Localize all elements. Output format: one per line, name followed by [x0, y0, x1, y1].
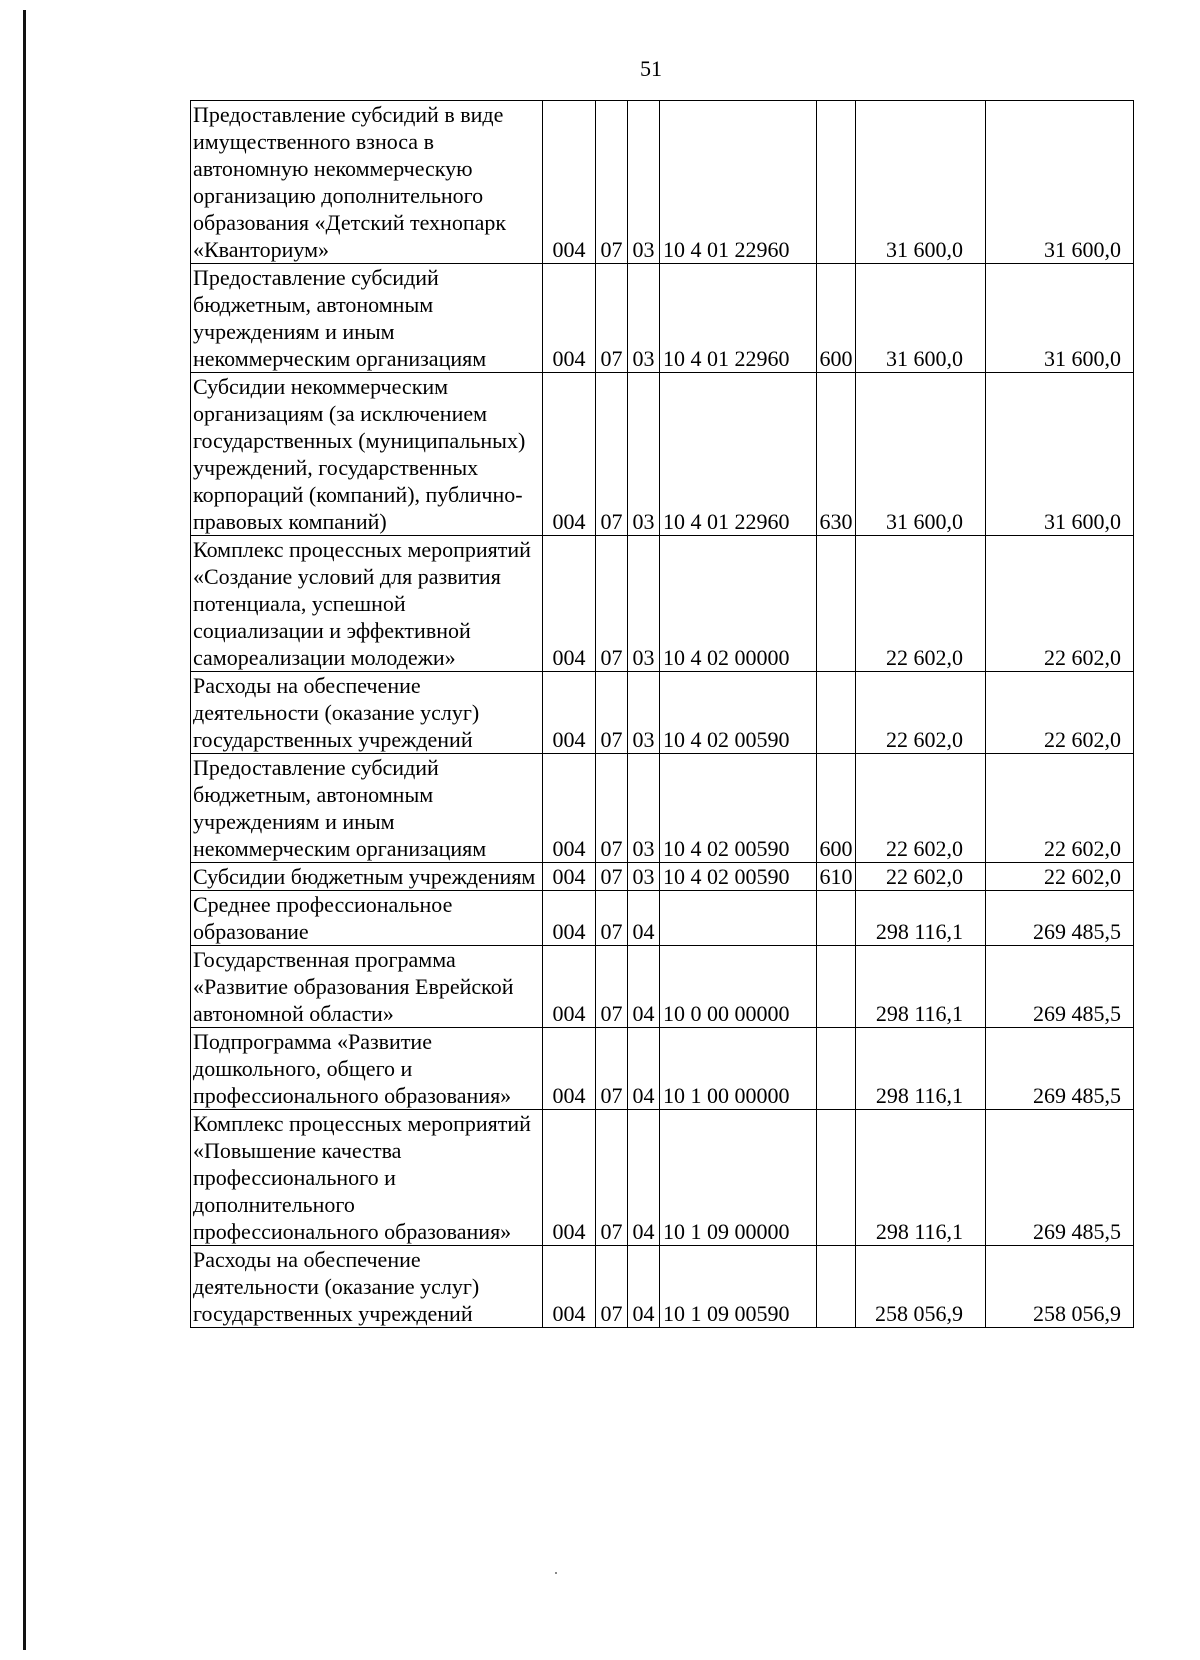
subsection-code-cell: 04 [628, 891, 660, 946]
expense-type-cell [817, 891, 856, 946]
expense-type-cell: 630 [817, 373, 856, 536]
section-code-cell: 07 [596, 1246, 628, 1328]
budget-table-body [191, 101, 1134, 1328]
row-name-cell: Предоставление субсидий в виде имущественного взноса в автономную некоммерческую организацию дополнительного образования «Детский технопарк «Кванториум» [191, 101, 543, 264]
admin-code-cell: 004 [543, 101, 596, 264]
section-code-cell: 07 [596, 1028, 628, 1110]
expense-type-cell: 600 [817, 754, 856, 863]
table-row [191, 1110, 1134, 1246]
expense-type-cell [817, 536, 856, 672]
table-row [191, 891, 1134, 946]
row-name-cell: Государственная программа «Развитие образования Еврейской автономной области» [191, 946, 543, 1028]
binding-margin-line [23, 10, 26, 1650]
subsection-code-cell: 03 [628, 536, 660, 672]
amount-year2-cell: 269 485,5 [986, 946, 1134, 1028]
row-name-cell: Комплекс процессных мероприятий «Повышение качества профессионального и дополнительного профессионального образования» [191, 1110, 543, 1246]
row-name-cell: Расходы на обеспечение деятельности (оказание услуг) государственных учреждений [191, 1246, 543, 1328]
table-row [191, 373, 1134, 536]
target-article-cell: 10 1 00 00000 [660, 1028, 817, 1110]
target-article-cell: 10 4 02 00590 [660, 863, 817, 891]
subsection-code-cell: 03 [628, 101, 660, 264]
admin-code-cell: 004 [543, 536, 596, 672]
admin-code-cell: 004 [543, 672, 596, 754]
row-name-cell: Среднее профессиональное образование [191, 891, 543, 946]
amount-year1-cell: 22 602,0 [856, 536, 986, 672]
row-name-cell: Предоставление субсидий бюджетным, автономным учреждениям и иным некоммерческим организациям [191, 754, 543, 863]
admin-code-cell: 004 [543, 1246, 596, 1328]
row-name-cell: Субсидии некоммерческим организациям (за исключением государственных (муниципальных) учреждений, государственных корпораций (компаний), публично-правовых компаний) [191, 373, 543, 536]
subsection-code-cell: 04 [628, 946, 660, 1028]
amount-year2-cell: 31 600,0 [986, 264, 1134, 373]
target-article-cell: 10 4 01 22960 [660, 373, 817, 536]
target-article-cell: 10 1 09 00590 [660, 1246, 817, 1328]
table-row [191, 1028, 1134, 1110]
admin-code-cell: 004 [543, 863, 596, 891]
section-code-cell: 07 [596, 101, 628, 264]
table-row [191, 863, 1134, 891]
row-name-cell: Комплекс процессных мероприятий «Создание условий для развития потенциала, успешной социализации и эффективной самореализации молодежи» [191, 536, 543, 672]
table-row [191, 946, 1134, 1028]
expense-type-cell: 600 [817, 264, 856, 373]
admin-code-cell: 004 [543, 264, 596, 373]
amount-year2-cell: 31 600,0 [986, 101, 1134, 264]
row-name-cell: Предоставление субсидий бюджетным, автономным учреждениям и иным некоммерческим организациям [191, 264, 543, 373]
subsection-code-cell: 04 [628, 1246, 660, 1328]
amount-year2-cell: 258 056,9 [986, 1246, 1134, 1328]
table-row [191, 101, 1134, 264]
amount-year1-cell: 298 116,1 [856, 946, 986, 1028]
amount-year1-cell: 31 600,0 [856, 101, 986, 264]
page-number: 51 [640, 56, 662, 81]
expense-type-cell [817, 1246, 856, 1328]
target-article-cell: 10 4 02 00590 [660, 672, 817, 754]
target-article-cell: 10 1 09 00000 [660, 1110, 817, 1246]
amount-year2-cell: 22 602,0 [986, 536, 1134, 672]
admin-code-cell: 004 [543, 946, 596, 1028]
subsection-code-cell: 03 [628, 373, 660, 536]
table-row [191, 1246, 1134, 1328]
subsection-code-cell: 04 [628, 1028, 660, 1110]
amount-year2-cell: 269 485,5 [986, 891, 1134, 946]
target-article-cell: 10 4 02 00590 [660, 754, 817, 863]
amount-year1-cell: 31 600,0 [856, 264, 986, 373]
admin-code-cell: 004 [543, 373, 596, 536]
target-article-cell: 10 4 02 00000 [660, 536, 817, 672]
amount-year1-cell: 22 602,0 [856, 754, 986, 863]
target-article-cell: 10 4 01 22960 [660, 101, 817, 264]
admin-code-cell: 004 [543, 754, 596, 863]
amount-year1-cell: 22 602,0 [856, 672, 986, 754]
expense-type-cell [817, 946, 856, 1028]
amount-year2-cell: 269 485,5 [986, 1110, 1134, 1246]
amount-year2-cell: 31 600,0 [986, 373, 1134, 536]
row-name-cell: Подпрограмма «Развитие дошкольного, общего и профессионального образования» [191, 1028, 543, 1110]
admin-code-cell: 004 [543, 891, 596, 946]
section-code-cell: 07 [596, 891, 628, 946]
table-row [191, 536, 1134, 672]
amount-year2-cell: 22 602,0 [986, 863, 1134, 891]
admin-code-cell: 004 [543, 1110, 596, 1246]
expense-type-cell [817, 1028, 856, 1110]
table-row [191, 672, 1134, 754]
subsection-code-cell: 04 [628, 1110, 660, 1246]
section-code-cell: 07 [596, 946, 628, 1028]
row-name-cell: Субсидии бюджетным учреждениям [191, 863, 543, 891]
amount-year2-cell: 22 602,0 [986, 672, 1134, 754]
section-code-cell: 07 [596, 264, 628, 373]
amount-year1-cell: 258 056,9 [856, 1246, 986, 1328]
expense-type-cell [817, 672, 856, 754]
budget-table [190, 100, 1134, 1328]
target-article-cell [660, 891, 817, 946]
row-name-cell: Расходы на обеспечение деятельности (оказание услуг) государственных учреждений [191, 672, 543, 754]
table-row [191, 264, 1134, 373]
subsection-code-cell: 03 [628, 672, 660, 754]
amount-year2-cell: 269 485,5 [986, 1028, 1134, 1110]
section-code-cell: 07 [596, 536, 628, 672]
scan-speck [555, 1572, 557, 1574]
expense-type-cell: 610 [817, 863, 856, 891]
section-code-cell: 07 [596, 1110, 628, 1246]
section-code-cell: 07 [596, 863, 628, 891]
amount-year1-cell: 298 116,1 [856, 1110, 986, 1246]
amount-year1-cell: 298 116,1 [856, 891, 986, 946]
amount-year1-cell: 22 602,0 [856, 863, 986, 891]
expense-type-cell [817, 101, 856, 264]
amount-year1-cell: 31 600,0 [856, 373, 986, 536]
amount-year1-cell: 298 116,1 [856, 1028, 986, 1110]
expense-type-cell [817, 1110, 856, 1246]
admin-code-cell: 004 [543, 1028, 596, 1110]
subsection-code-cell: 03 [628, 754, 660, 863]
section-code-cell: 07 [596, 754, 628, 863]
target-article-cell: 10 0 00 00000 [660, 946, 817, 1028]
section-code-cell: 07 [596, 672, 628, 754]
table-row [191, 754, 1134, 863]
subsection-code-cell: 03 [628, 264, 660, 373]
subsection-code-cell: 03 [628, 863, 660, 891]
target-article-cell: 10 4 01 22960 [660, 264, 817, 373]
section-code-cell: 07 [596, 373, 628, 536]
amount-year2-cell: 22 602,0 [986, 754, 1134, 863]
